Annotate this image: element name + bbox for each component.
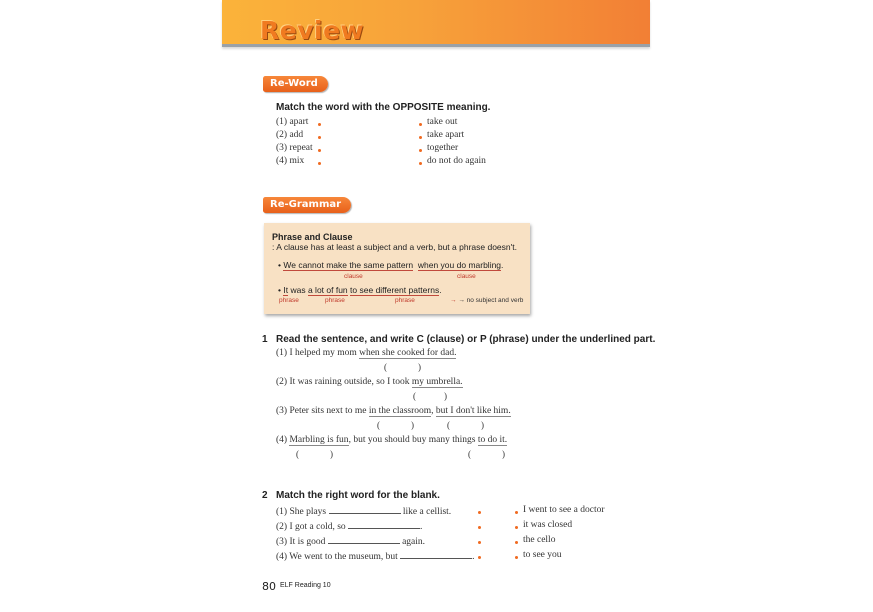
answer-blank[interactable]: [383, 420, 411, 430]
answer-paren-open: (: [447, 420, 450, 430]
clause-label: clause: [457, 273, 476, 280]
match-dot[interactable]: [478, 526, 481, 529]
sentence-text: .: [472, 552, 475, 562]
underlined-part: Marbling is fun: [289, 435, 349, 445]
answer-paren-open: (: [377, 420, 380, 430]
grammar-example-1: [278, 260, 503, 270]
blank-field[interactable]: [329, 505, 401, 514]
match-dot[interactable]: [478, 541, 481, 544]
note-text: → no subject and verb: [458, 297, 524, 304]
phrase-label: phrase: [395, 297, 415, 304]
answer-paren-close: ): [418, 362, 421, 372]
answer-blank[interactable]: [474, 449, 502, 459]
grammar-box-title: Phrase and Clause: [272, 232, 353, 242]
answer-paren-close: ): [411, 420, 414, 430]
reword-right-item: do not do again: [427, 156, 486, 166]
clause-label: clause: [344, 273, 363, 280]
page-title: Review: [260, 16, 365, 45]
reword-left-item: (4) mix: [276, 156, 305, 166]
exercise2-item-1: [276, 505, 451, 517]
answer-blank[interactable]: [453, 420, 481, 430]
match-dot[interactable]: [318, 149, 321, 152]
exercise1-instruction: Read the sentence, and write C (clause) or P (phrase) under the underlined part.: [276, 334, 656, 345]
match-dot[interactable]: [515, 526, 518, 529]
answer-paren-open: (: [296, 449, 299, 459]
underlined-part: to do it.: [477, 435, 508, 445]
reword-right-item: take out: [427, 117, 458, 127]
phrase-label: phrase: [325, 297, 345, 304]
match-dot[interactable]: [478, 556, 481, 559]
sentence-text: .: [420, 522, 423, 532]
underlined-part: when she cooked for dad.: [359, 348, 457, 358]
reword-left-item: (2) add: [276, 130, 304, 140]
sentence-text: again.: [402, 537, 426, 547]
exercise2-right-item: to see you: [523, 550, 562, 560]
regrammar-section-label: Re-Grammar: [263, 197, 351, 213]
answer-blank[interactable]: [302, 449, 330, 459]
period: .: [439, 285, 442, 295]
sentence-text: like a cellist.: [402, 507, 452, 517]
reword-left-item: (3) repeat: [276, 143, 313, 153]
phrase-label: phrase: [279, 297, 299, 304]
period: .: [501, 260, 504, 270]
example-phrase-3: to see different patterns: [350, 285, 440, 295]
bullet: •: [278, 260, 281, 270]
match-dot[interactable]: [478, 511, 481, 514]
blank-field[interactable]: [348, 520, 420, 529]
match-dot[interactable]: [318, 123, 321, 126]
underlined-part: in the classroom: [368, 406, 432, 416]
match-dot[interactable]: [318, 136, 321, 139]
sentence-text: (1) I helped my mom: [276, 348, 360, 358]
answer-paren-open: (: [413, 391, 416, 401]
example-clause-1: We cannot make the same pattern: [283, 260, 414, 270]
match-dot[interactable]: [419, 123, 422, 126]
sentence-text: (2) I got a cold, so: [276, 522, 346, 532]
reword-left-item: (1) apart: [276, 117, 309, 127]
sentence-text: , but you should buy many things: [348, 435, 478, 445]
header-banner: [222, 0, 650, 47]
exercise1-number: 1: [262, 334, 268, 345]
match-dot[interactable]: [318, 162, 321, 165]
example-clause-2: when you do marbling: [417, 260, 502, 270]
exercise2-instruction: Match the right word for the blank.: [276, 490, 440, 501]
sentence-text: ,: [431, 406, 436, 416]
reword-instruction: Match the word with the OPPOSITE meaning.: [276, 102, 491, 113]
match-dot[interactable]: [419, 162, 422, 165]
bullet: •: [278, 285, 281, 295]
exercise2-item-3: [276, 535, 425, 547]
sentence-text: (4) We went to the museum, but: [276, 552, 398, 562]
reword-right-item: take apart: [427, 130, 465, 140]
match-dot[interactable]: [515, 541, 518, 544]
sentence-text: (1) She plays: [276, 507, 327, 517]
exercise1-item-3: [276, 406, 511, 416]
answer-paren-open: (: [384, 362, 387, 372]
exercise2-right-item: the cello: [523, 535, 556, 545]
grammar-box: [264, 223, 530, 314]
reword-section-label: Re-Word: [263, 76, 328, 92]
exercise1-item-2: [276, 377, 463, 387]
blank-field[interactable]: [400, 550, 472, 559]
answer-paren-close: ): [444, 391, 447, 401]
answer-blank[interactable]: [419, 391, 444, 401]
book-title: ELF Reading 10: [280, 582, 331, 589]
match-dot[interactable]: [515, 511, 518, 514]
exercise1-item-1: [276, 348, 456, 358]
page-number: 80: [262, 580, 276, 593]
underlined-part: my umbrella.: [411, 377, 463, 387]
sentence-text: (3) It is good: [276, 537, 326, 547]
note-no-subject-verb: → → no subject and verb: [450, 297, 524, 304]
answer-paren-close: ): [330, 449, 333, 459]
match-dot[interactable]: [419, 149, 422, 152]
verb: was: [290, 285, 306, 295]
reword-right-item: together: [427, 143, 459, 153]
match-dot[interactable]: [515, 556, 518, 559]
answer-paren-open: (: [468, 449, 471, 459]
blank-field[interactable]: [328, 535, 400, 544]
exercise2-right-item: it was closed: [523, 520, 573, 530]
grammar-box-definition: : A clause has at least a subject and a verb, but a phrase doesn't.: [272, 242, 517, 252]
example-phrase-1: It: [283, 285, 289, 295]
answer-paren-close: ): [502, 449, 505, 459]
exercise2-number: 2: [262, 490, 268, 501]
exercise1-item-4: [276, 435, 507, 445]
answer-paren-close: ): [481, 420, 484, 430]
example-phrase-2: a lot of fun: [307, 285, 348, 295]
sentence-text: (2) It was raining outside, so I took: [276, 377, 412, 387]
answer-blank[interactable]: [390, 362, 418, 372]
underlined-part: but I don't like him.: [435, 406, 511, 416]
grammar-example-2: [278, 285, 442, 295]
sentence-text: (3) Peter sits next to me: [276, 406, 369, 416]
match-dot[interactable]: [419, 136, 422, 139]
exercise2-right-item: I went to see a doctor: [523, 505, 605, 515]
sentence-text: (4): [276, 435, 290, 445]
exercise2-item-2: [276, 520, 422, 532]
exercise2-item-4: [276, 550, 475, 562]
